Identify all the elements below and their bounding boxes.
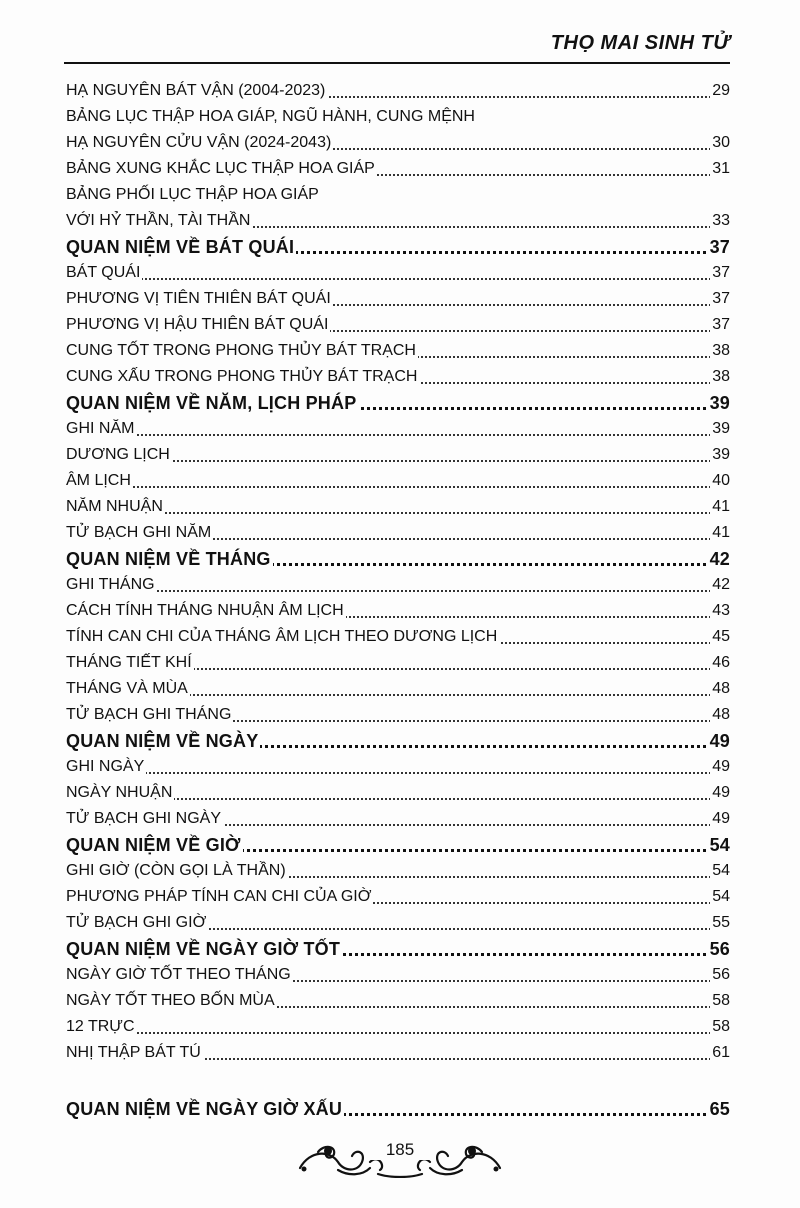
toc-entry — [66, 676, 730, 702]
toc-entry-title: 12 TRỰC — [66, 1018, 135, 1035]
toc-entry-title: QUAN NIỆM VỀ NGÀY GIỜ TỐT — [66, 939, 341, 959]
toc-entry-title: QUAN NIỆM VỀ NGÀY — [66, 731, 259, 751]
toc-entry-page: 37 — [710, 286, 730, 312]
toc-entry-page: 58 — [710, 988, 730, 1014]
page-footer — [0, 1140, 800, 1180]
toc-entry-page: 46 — [710, 650, 730, 676]
toc-entry — [66, 988, 730, 1014]
toc-entry-title: TỬ BẠCH GHI NĂM — [66, 524, 212, 541]
toc-entry-title: TÍNH CAN CHI CỦA THÁNG ÂM LỊCH THEO DƯƠNG LỊCH — [66, 628, 498, 645]
toc-entry — [66, 650, 730, 676]
dot-leader — [66, 772, 730, 774]
toc-entry-page: 33 — [710, 208, 730, 234]
toc-entry-title: BẢNG XUNG KHẮC LỤC THẬP HOA GIÁP — [66, 160, 375, 177]
toc-entry-page: 54 — [710, 858, 730, 884]
toc-entry-title: TỬ BẠCH GHI NGÀY — [66, 810, 222, 827]
toc-entry-title: QUAN NIỆM VỀ THÁNG — [66, 549, 271, 569]
toc-entry — [66, 494, 730, 520]
toc-entry-title: QUAN NIỆM VỀ GIỜ — [66, 835, 241, 855]
toc-entry-title: NGÀY TỐT THEO BỐN MÙA — [66, 992, 275, 1009]
toc-section-entry — [66, 390, 730, 416]
toc-entry — [66, 468, 730, 494]
section-gap — [66, 1066, 730, 1096]
toc-entry-page: 54 — [708, 832, 730, 858]
toc-entry-title: CUNG TỐT TRONG PHONG THỦY BÁT TRẠCH — [66, 342, 416, 359]
toc-entry — [66, 520, 730, 546]
toc-entry — [66, 858, 730, 884]
dot-leader — [66, 512, 730, 514]
toc-entry — [66, 260, 730, 286]
toc-entry — [66, 806, 730, 832]
toc-entry-title: THÁNG TIẾT KHÍ — [66, 654, 192, 671]
toc-entry-title: PHƯƠNG VỊ TIÊN THIÊN BÁT QUÁI — [66, 290, 331, 307]
toc-entry-title: NHỊ THẬP BÁT TÚ — [66, 1044, 201, 1061]
toc-entry — [66, 364, 730, 390]
toc-entry — [66, 416, 730, 442]
toc-entry-page: 48 — [710, 702, 730, 728]
toc-entry — [66, 78, 730, 104]
toc-entry-page: 48 — [710, 676, 730, 702]
toc-entry-title: NGÀY NHUẬN — [66, 784, 173, 801]
toc-entry-title: GHI NGÀY — [66, 758, 145, 775]
header-rule — [64, 62, 730, 64]
toc-entry-title: QUAN NIỆM VỀ NGÀY GIỜ XẤU — [66, 1099, 343, 1119]
table-of-contents — [66, 78, 730, 1122]
toc-entry-page: 38 — [710, 338, 730, 364]
toc-section-entry — [66, 546, 730, 572]
toc-entry — [66, 1040, 730, 1066]
toc-entry — [66, 286, 730, 312]
toc-entry — [66, 208, 730, 234]
toc-entry-page: 29 — [710, 78, 730, 104]
toc-entry-page: 37 — [710, 312, 730, 338]
toc-entry-title: PHƯƠNG VỊ HẬU THIÊN BÁT QUÁI — [66, 316, 329, 333]
toc-section-entry — [66, 234, 730, 260]
toc-entry — [66, 130, 730, 156]
toc-entry-title: GHI GIỜ (CÒN GỌI LÀ THẦN) — [66, 862, 286, 879]
toc-entry-title: TỬ BẠCH GHI GIỜ — [66, 914, 207, 931]
toc-section-entry — [66, 1096, 730, 1122]
toc-entry-page: 43 — [710, 598, 730, 624]
toc-entry-title: CUNG XẤU TRONG PHONG THỦY BÁT TRẠCH — [66, 368, 418, 385]
toc-entry-title: PHƯƠNG PHÁP TÍNH CAN CHI CỦA GIỜ — [66, 888, 372, 905]
toc-entry-title: NĂM NHUẬN — [66, 498, 163, 515]
dot-leader — [66, 1032, 730, 1034]
toc-entry-page: 49 — [710, 780, 730, 806]
toc-entry-page: 42 — [710, 572, 730, 598]
toc-entry-page: 40 — [710, 468, 730, 494]
toc-entry — [66, 182, 730, 208]
toc-entry-title: GHI NĂM — [66, 420, 135, 437]
dot-leader — [66, 486, 730, 488]
toc-entry-page: 30 — [710, 130, 730, 156]
toc-entry — [66, 962, 730, 988]
toc-entry-page: 37 — [710, 260, 730, 286]
toc-entry-page: 65 — [708, 1096, 730, 1122]
toc-entry — [66, 884, 730, 910]
page-number: 185 — [370, 1140, 430, 1160]
toc-entry — [66, 754, 730, 780]
toc-entry-title: CÁCH TÍNH THÁNG NHUẬN ÂM LỊCH — [66, 602, 344, 619]
toc-entry — [66, 338, 730, 364]
toc-entry — [66, 624, 730, 650]
dot-leader — [66, 434, 730, 436]
toc-entry — [66, 780, 730, 806]
toc-entry — [66, 598, 730, 624]
toc-entry-title: BẢNG PHỐI LỤC THẬP HOA GIÁP — [66, 186, 319, 203]
toc-entry-title: THÁNG VÀ MÙA — [66, 680, 188, 697]
toc-entry-title: NGÀY GIỜ TỐT THEO THÁNG — [66, 966, 291, 983]
toc-entry-title: DƯƠNG LỊCH — [66, 446, 170, 463]
toc-entry — [66, 312, 730, 338]
toc-entry-title: ÂM LỊCH — [66, 472, 131, 489]
toc-entry-title: HẠ NGUYÊN BÁT VẬN (2004-2023) — [66, 82, 326, 99]
toc-entry-title: BÁT QUÁI — [66, 264, 141, 281]
toc-entry — [66, 156, 730, 182]
toc-section-entry — [66, 832, 730, 858]
toc-entry-page: 49 — [708, 728, 730, 754]
toc-entry-page: 39 — [710, 442, 730, 468]
toc-entry — [66, 910, 730, 936]
toc-entry-page: 58 — [710, 1014, 730, 1040]
dot-leader — [66, 590, 730, 592]
toc-entry-title: VỚI HỶ THẦN, TÀI THẦN — [66, 212, 251, 229]
toc-entry-title: TỬ BẠCH GHI THÁNG — [66, 706, 232, 723]
toc-entry-page: 31 — [710, 156, 730, 182]
dot-leader — [66, 278, 730, 280]
toc-entry-page: 49 — [710, 806, 730, 832]
toc-entry-page: 39 — [708, 390, 730, 416]
toc-entry — [66, 104, 730, 130]
toc-entry-title: QUAN NIỆM VỀ NĂM, LỊCH PHÁP — [66, 393, 357, 413]
toc-entry-page: 37 — [708, 234, 730, 260]
toc-entry — [66, 572, 730, 598]
toc-entry-page: 45 — [710, 624, 730, 650]
toc-entry-page: 38 — [710, 364, 730, 390]
toc-entry-page: 41 — [710, 494, 730, 520]
toc-entry-page: 61 — [710, 1040, 730, 1066]
toc-entry-page: 41 — [710, 520, 730, 546]
toc-entry-title: GHI THÁNG — [66, 576, 155, 593]
toc-entry-title: QUAN NIỆM VỀ BÁT QUÁI — [66, 237, 295, 257]
toc-entry-page: 54 — [710, 884, 730, 910]
toc-entry-title: HẠ NGUYÊN CỬU VẬN (2024-2043) — [66, 134, 332, 151]
toc-entry — [66, 702, 730, 728]
toc-entry-title: BẢNG LỤC THẬP HOA GIÁP, NGŨ HÀNH, CUNG MỆNH — [66, 108, 475, 125]
toc-entry — [66, 442, 730, 468]
running-head-title: THỌ MAI SINH TỬ — [550, 32, 730, 54]
toc-entry-page: 39 — [710, 416, 730, 442]
toc-entry — [66, 1014, 730, 1040]
toc-entry-page: 42 — [708, 546, 730, 572]
toc-entry-page: 55 — [710, 910, 730, 936]
toc-entry-page: 49 — [710, 754, 730, 780]
toc-section-entry — [66, 728, 730, 754]
toc-section-entry — [66, 936, 730, 962]
toc-entry-page: 56 — [710, 962, 730, 988]
toc-entry-page: 56 — [708, 936, 730, 962]
